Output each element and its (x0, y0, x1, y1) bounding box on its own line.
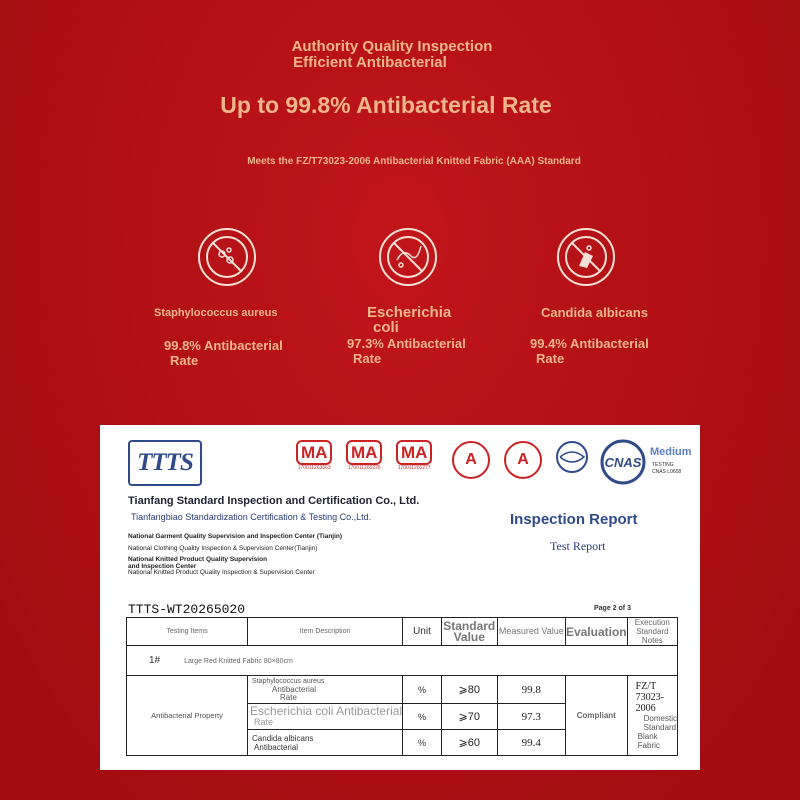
row-2-unit: % (403, 704, 442, 730)
feature-1-rate: 99.8% Antibacterial Rate (164, 338, 283, 368)
feature-2-name: Escherichia coli (367, 304, 452, 336)
report-subtitle: Test Report (550, 539, 606, 553)
institution-1: National Garment Quality Supervision and Inspection Center (Tianjin) (128, 533, 343, 540)
execution-standard-cell: FZ/T 73023-2006 Domestic Standard Blank Fabric (627, 676, 677, 756)
feature-3-name: Candida albicans (541, 305, 648, 320)
report-title: Inspection Report (510, 511, 638, 528)
cal-mark-icon: A (504, 441, 542, 479)
col-standard-value: Standard Value (443, 618, 496, 644)
inspection-report-document (100, 425, 700, 770)
feature-3-rate: 99.4% Antibacterial Rate (530, 336, 649, 366)
col-unit: Unit (403, 618, 442, 646)
feature-1-name: Staphylococcus aureus (154, 307, 278, 319)
sample-description: Large Red Knitted Fabric 80×80cm (184, 658, 293, 665)
feature-2-rate: 97.3% Antibacterial Rate (347, 336, 466, 366)
staphylococcus-crossed-icon (198, 228, 256, 286)
row-1-measured: 99.8 (497, 676, 565, 704)
authority-heading: Authority Quality Inspection (291, 38, 493, 55)
col-evaluation: Evaluation (565, 618, 627, 646)
svg-text:CNAS: CNAS (604, 455, 642, 470)
row-1-standard: ⩾80 (441, 676, 497, 704)
organization-name-alt: Tianfangbiao Standardization Certification & Testing Co.,Ltd. (131, 512, 372, 522)
property-cell: Antibacterial Property (127, 676, 248, 756)
cma-mark-1: MA 170011263663 (296, 443, 332, 471)
cma-mark-2: MA 170011260226 (346, 443, 382, 471)
sample-row (127, 646, 678, 676)
col-measured-value: Measured Value (497, 618, 565, 646)
sample-number: 1# (149, 655, 161, 666)
row-1-description: Staphylococcus aureus Antibacterial Rate (248, 676, 403, 704)
results-table (126, 617, 678, 756)
ilac-mra-logo-icon (554, 439, 590, 483)
institution-4: and Inspection Center (128, 563, 197, 570)
cnas-logo-icon (600, 439, 646, 485)
medium-label: Medium (650, 446, 692, 458)
candida-crossed-icon (557, 228, 615, 286)
row-2-measured: 97.3 (497, 704, 565, 730)
row-3-unit: % (403, 730, 442, 756)
table-row (127, 676, 678, 704)
col-item-description: Item Description (248, 618, 403, 646)
row-3-standard: ⩾60 (441, 730, 497, 756)
headline: Up to 99.8% Antibacterial Rate (220, 92, 552, 118)
escherichia-crossed-icon (379, 228, 437, 286)
report-number: TTTS-WT20265020 (128, 602, 246, 617)
efficient-heading: Efficient Antibacterial (293, 54, 447, 71)
col-testing-items: Testing Items (127, 618, 248, 646)
row-3-description: Candida albicans Antibacterial (248, 730, 403, 756)
evaluation-cell: Compliant (565, 676, 627, 756)
cal-mark-icon: A (452, 441, 490, 479)
cma-mark-3: MA 170011260277 (396, 443, 432, 471)
table-header-row (127, 618, 678, 646)
row-3-measured: 99.4 (497, 730, 565, 756)
row-2-standard: ⩾70 (441, 704, 497, 730)
ttts-logo: TTTS (128, 440, 202, 486)
sample-cell (127, 646, 678, 676)
institution-2: National Clothing Quality Inspection & Supervision Center(Tianjin) (128, 545, 318, 552)
cnas-sub: TESTING CNAS L0608 (652, 462, 682, 475)
row-1-unit: % (403, 676, 442, 704)
institution-5: National Knitted Product Quality Inspection & Supervision Center (128, 569, 315, 576)
col-execution-standard-notes: Execution Standard Notes (627, 618, 677, 646)
institution-3: National Knitted Product Quality Supervision (128, 556, 268, 563)
standard-note: Meets the FZ/T73023-2006 Antibacterial Knitted Fabric (AAA) Standard (247, 156, 581, 167)
row-2-description: Escherichia coli Antibacterial Rate (248, 704, 403, 730)
organization-name: Tianfang Standard Inspection and Certification Co., Ltd. (128, 495, 420, 507)
page-number: Page 2 of 3 (594, 605, 631, 612)
